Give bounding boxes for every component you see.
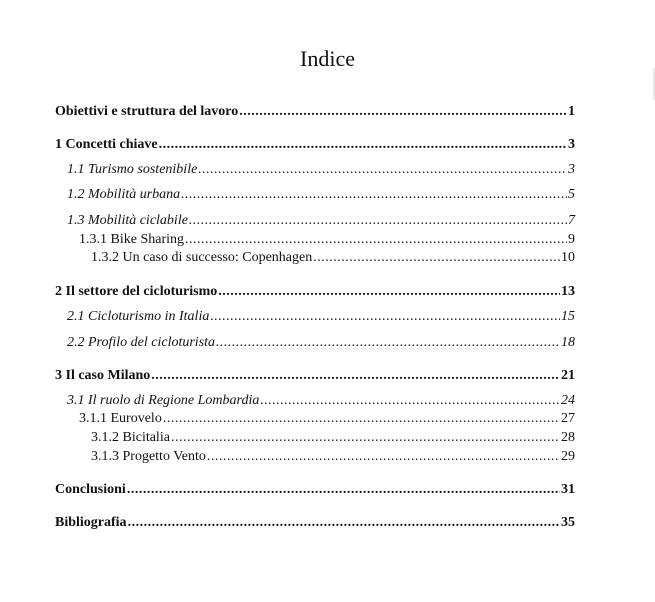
toc-entry-label: 1.3 Mobilità ciclabile xyxy=(67,213,188,228)
toc-entry-page: 10 xyxy=(561,250,575,265)
toc-entry-page: 7 xyxy=(568,213,575,228)
dot-leader xyxy=(218,283,560,301)
toc-entry[interactable] xyxy=(55,481,575,499)
toc-entry[interactable] xyxy=(91,429,575,447)
toc-entry[interactable] xyxy=(67,161,575,179)
toc-entry-page: 15 xyxy=(561,309,575,324)
toc-entry-label: 3.1.1 Eurovelo xyxy=(79,411,162,426)
toc-entry[interactable] xyxy=(67,392,575,410)
toc-entry-page: 24 xyxy=(561,393,575,408)
toc-entry-label: 1.1 Turismo sostenibile xyxy=(67,162,198,177)
toc-entry[interactable] xyxy=(67,334,575,352)
toc-entry-page: 3 xyxy=(568,162,575,177)
toc-entry[interactable] xyxy=(55,283,575,301)
toc-entry-label: 3.1.3 Progetto Vento xyxy=(91,449,206,464)
dot-leader xyxy=(185,231,567,249)
dot-leader xyxy=(181,186,567,204)
toc-entry[interactable] xyxy=(55,136,575,154)
toc-entry-page: 18 xyxy=(561,335,575,350)
dot-leader xyxy=(216,334,560,352)
toc-entry[interactable] xyxy=(67,186,575,204)
toc-entry[interactable] xyxy=(55,103,575,121)
toc-entry-label: 1 Concetti chiave xyxy=(55,137,158,152)
toc-entry[interactable] xyxy=(67,308,575,326)
toc-entry-label: 2 Il settore del cicloturismo xyxy=(55,284,218,299)
dot-leader xyxy=(128,514,560,532)
dot-leader xyxy=(198,161,567,179)
dot-leader xyxy=(210,308,560,326)
dot-leader xyxy=(189,212,567,230)
dot-leader xyxy=(127,481,560,499)
toc-entry-page: 9 xyxy=(568,232,575,247)
toc-entry[interactable] xyxy=(79,410,575,428)
toc-entry[interactable] xyxy=(55,367,575,385)
toc-entry-page: 27 xyxy=(561,411,575,426)
toc-entry[interactable] xyxy=(91,448,575,466)
dot-leader xyxy=(313,249,560,267)
toc-entry-label: 3 Il caso Milano xyxy=(55,368,151,383)
toc-title: Indice xyxy=(300,46,355,71)
toc-entry-page: 28 xyxy=(561,430,575,445)
dot-leader xyxy=(260,392,560,410)
toc-entry-label: 2.2 Profilo del cicloturista xyxy=(67,335,216,350)
toc-entry-page: 21 xyxy=(561,368,575,383)
dot-leader xyxy=(163,410,560,428)
dot-leader xyxy=(159,136,567,154)
toc-entry-label: Conclusioni xyxy=(55,482,126,497)
toc-entry-page: 5 xyxy=(568,187,575,202)
toc-entry[interactable] xyxy=(91,249,575,267)
toc-entry-page: 3 xyxy=(568,137,575,152)
toc-entry[interactable] xyxy=(55,514,575,532)
toc-entry-page: 29 xyxy=(561,449,575,464)
dot-leader xyxy=(207,448,560,466)
toc-entry-label: 1.2 Mobilità urbana xyxy=(67,187,181,202)
toc-entry-label: 3.1 Il ruolo di Regione Lombardia xyxy=(67,393,260,408)
toc-entry-label: 3.1.2 Bicitalia xyxy=(91,430,170,445)
toc-entry-page: 35 xyxy=(561,515,575,530)
dot-leader xyxy=(171,429,560,447)
toc-entry-page: 31 xyxy=(561,482,575,497)
dot-leader xyxy=(239,103,567,121)
toc-entry-label: Bibliografia xyxy=(55,515,127,530)
toc-entry[interactable] xyxy=(67,212,575,230)
dot-leader xyxy=(151,367,560,385)
toc-entry-label: 1.3.1 Bike Sharing xyxy=(79,232,184,247)
toc-entry-label: 2.1 Cicloturismo in Italia xyxy=(67,309,210,324)
toc-entry-page: 1 xyxy=(568,104,575,119)
toc-entry-label: Obiettivi e struttura del lavoro xyxy=(55,104,239,119)
toc-entry-label: 1.3.2 Un caso di successo: Copenhagen xyxy=(91,250,313,265)
toc-entry[interactable] xyxy=(79,231,575,249)
toc-entry-page: 13 xyxy=(561,284,575,299)
